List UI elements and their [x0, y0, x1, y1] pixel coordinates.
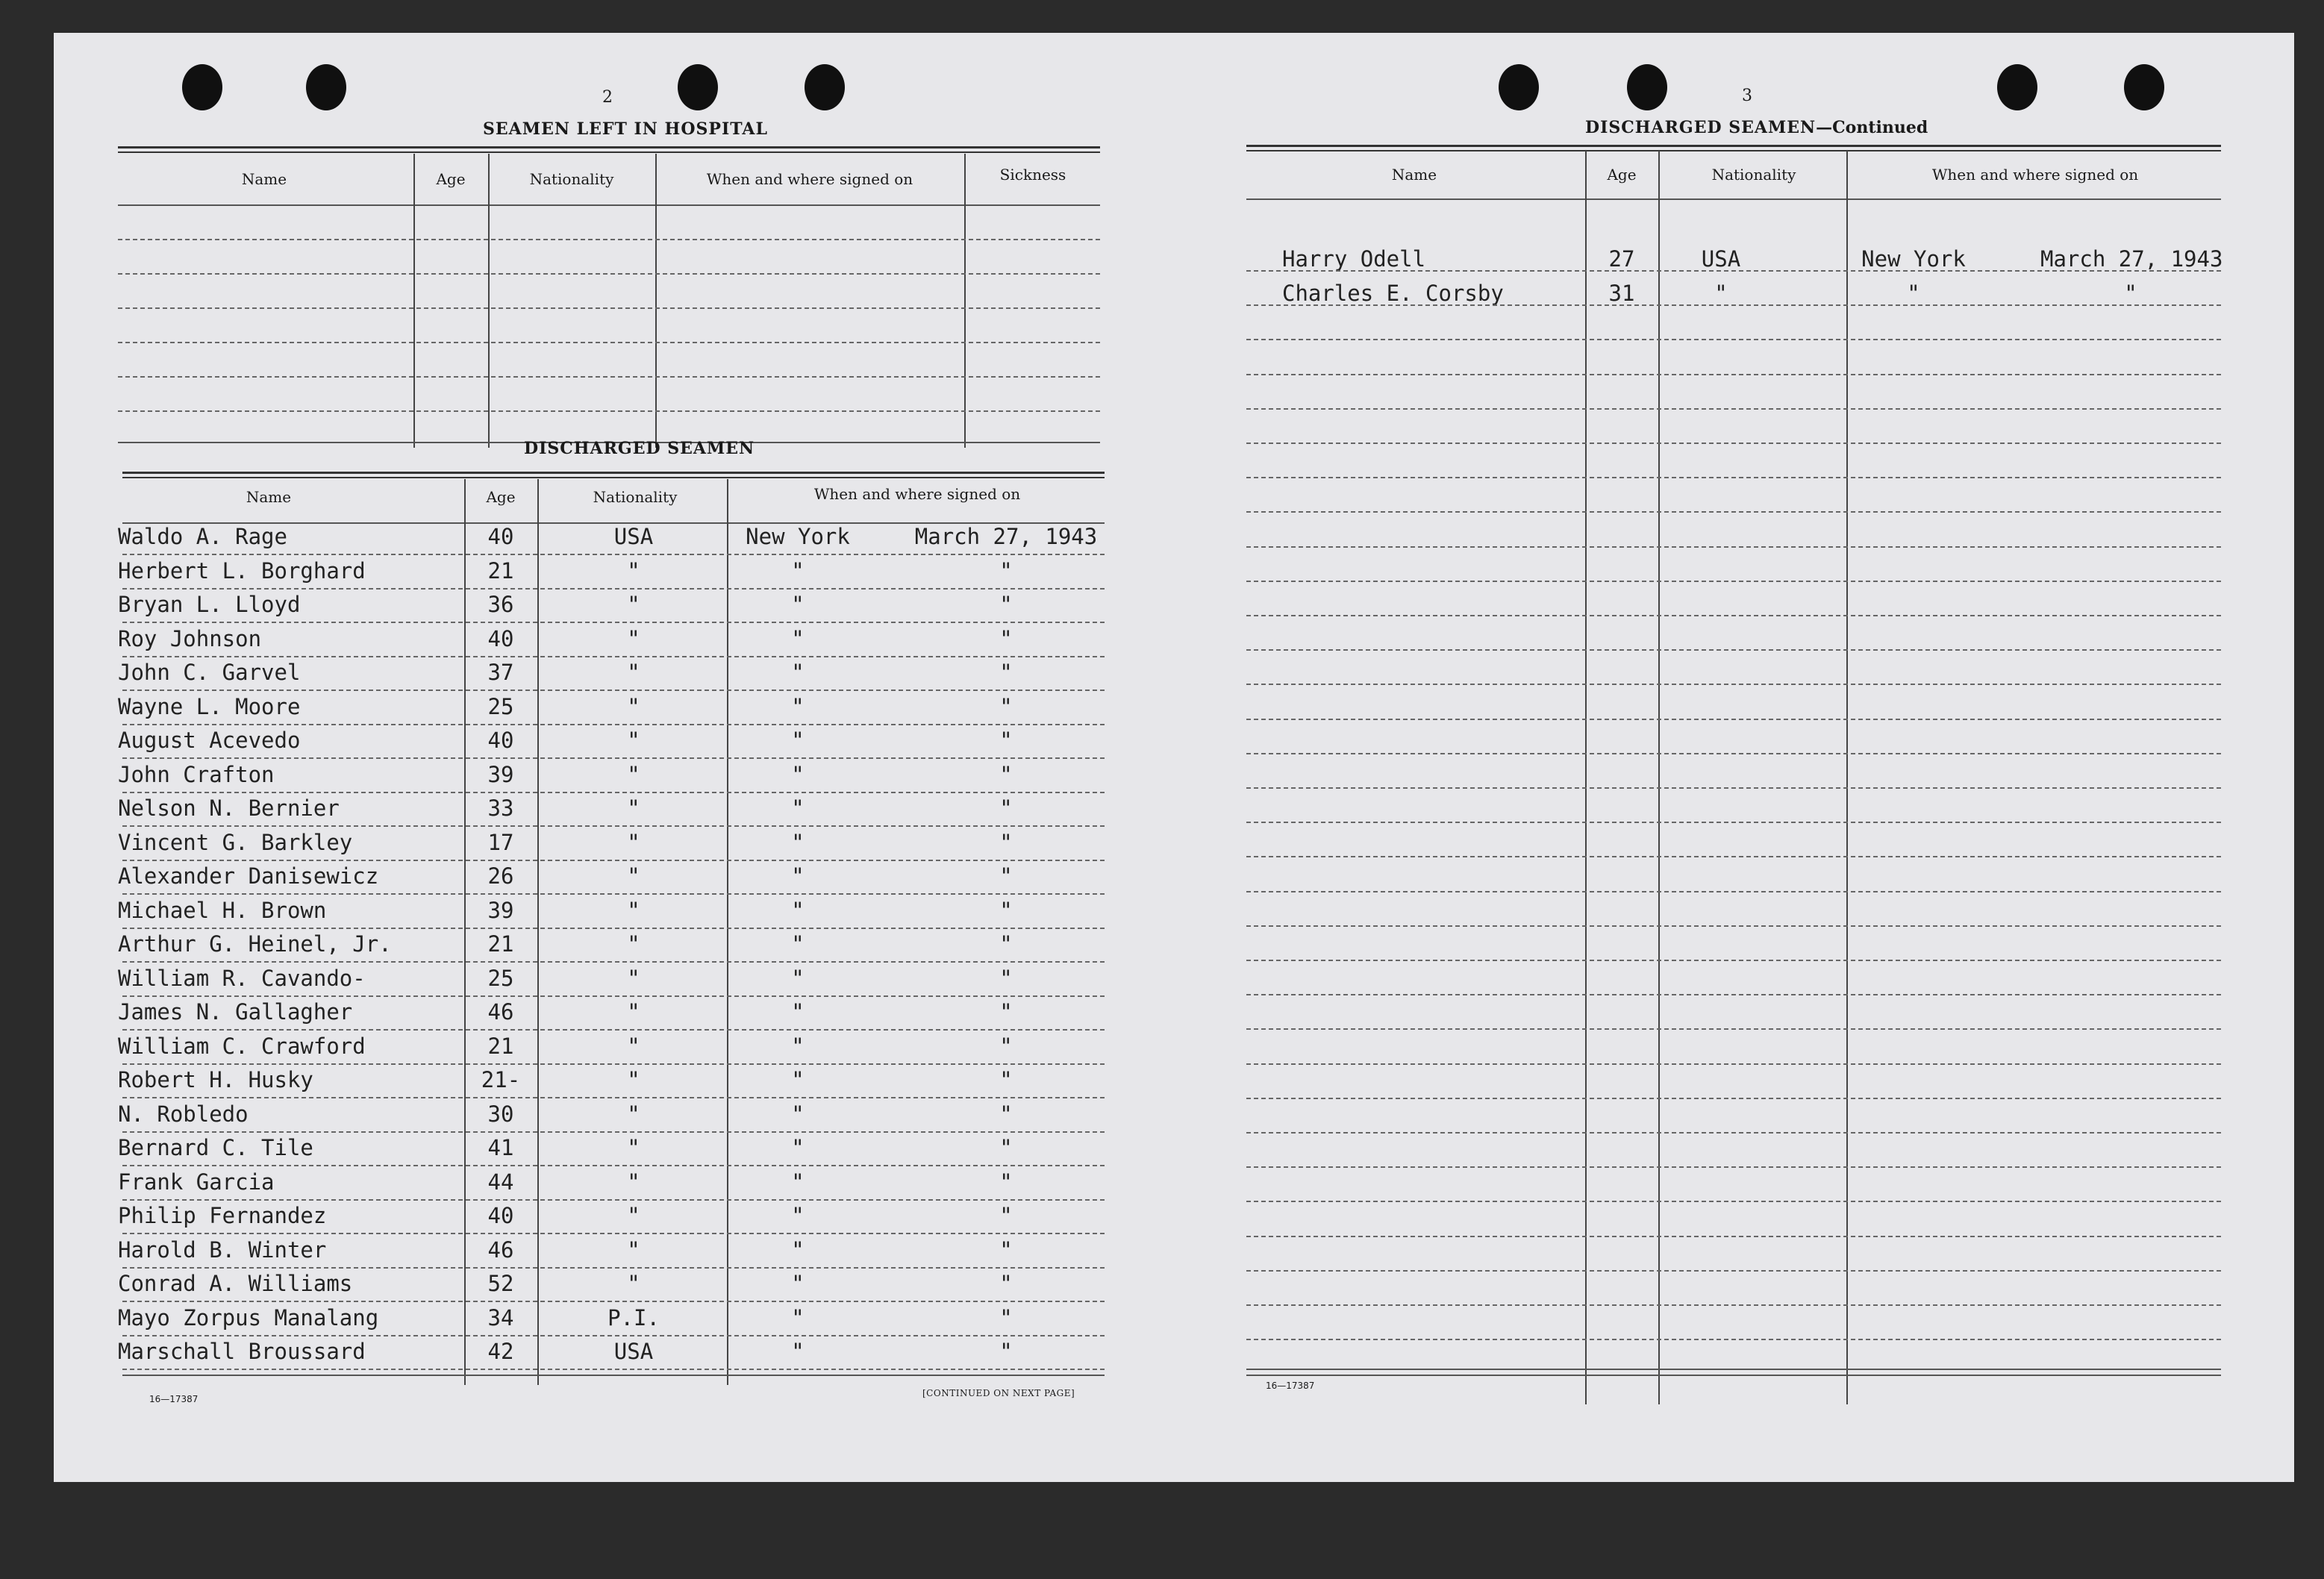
seaman-age: 17 [487, 829, 514, 855]
signed-on-date: " [999, 728, 1013, 753]
title-suffix: —Continued [1816, 118, 1928, 137]
signed-on-place: " [791, 1236, 805, 1263]
row-rule [1246, 339, 2221, 340]
row-rule [1246, 753, 2221, 754]
seaman-nationality: " [1714, 281, 1728, 306]
row-rule [122, 1131, 1105, 1133]
row-rule [122, 588, 1105, 590]
seaman-age: 39 [487, 897, 514, 923]
column-divider [488, 154, 490, 448]
signed-on-place: " [791, 829, 805, 855]
header-signed-on: When and where signed on [706, 170, 913, 188]
row-rule [1246, 1166, 2221, 1168]
row-rule [1246, 856, 2221, 857]
row-rule [1246, 581, 2221, 582]
signed-on-date: " [999, 1339, 1013, 1364]
seaman-nationality: USA [1701, 246, 1741, 272]
signed-on-date: " [999, 1169, 1013, 1195]
seaman-name: Vincent G. Barkley [118, 829, 353, 855]
signed-on-place: " [791, 1169, 805, 1195]
seaman-nationality: USA [613, 1339, 654, 1364]
header-age: Age [486, 488, 516, 506]
row-rule [122, 724, 1105, 725]
row-rule [1246, 1339, 2221, 1340]
row-rule [122, 961, 1105, 963]
row-rule [122, 1301, 1105, 1302]
row-rule [122, 1335, 1105, 1336]
row-rule [122, 1097, 1105, 1098]
seaman-nationality: " [627, 693, 640, 719]
table-bottom-rule [122, 1375, 1105, 1376]
header-name: Name [1391, 166, 1437, 184]
seaman-age: 46 [487, 1236, 514, 1263]
signed-on-place: " [791, 1203, 805, 1228]
row-rule [1246, 1132, 2221, 1134]
signed-on-place: " [791, 1101, 805, 1127]
seaman-name: Conrad A. Williams [118, 1271, 353, 1296]
header-nationality: Nationality [593, 488, 678, 506]
row-rule [1246, 719, 2221, 720]
seaman-nationality: " [627, 1236, 640, 1263]
seaman-nationality: " [627, 728, 640, 753]
seaman-name: Waldo A. Rage [118, 524, 287, 549]
signed-on-date: " [999, 625, 1013, 651]
column-divider [727, 479, 728, 1385]
signed-on-date: March 27, 1943 [2040, 246, 2223, 272]
signed-on-place: " [791, 965, 805, 991]
signed-on-date: " [2124, 281, 2137, 306]
seaman-name: Arthur G. Heinel, Jr. [118, 931, 392, 957]
seaman-name: Wayne L. Moore [118, 693, 301, 719]
seaman-nationality: " [627, 931, 640, 957]
signed-on-place: " [791, 660, 805, 685]
form-number: 16—17387 [1266, 1381, 1315, 1391]
header-nationality: Nationality [1711, 166, 1796, 184]
signed-on-place: " [791, 897, 805, 923]
header-rule [118, 204, 1100, 206]
seaman-nationality: " [627, 795, 640, 821]
seaman-nationality: " [627, 625, 640, 651]
row-rule [1246, 1063, 2221, 1065]
signed-on-place: " [1907, 281, 1920, 306]
row-rule [118, 410, 1100, 412]
page-number: 3 [1742, 87, 1752, 105]
signed-on-place: " [791, 728, 805, 753]
seaman-nationality: USA [613, 524, 654, 549]
seaman-age: 25 [487, 693, 514, 719]
seaman-nationality: " [627, 1033, 640, 1059]
seaman-name: Harry Odell [1282, 246, 1426, 272]
seaman-age: 40 [487, 728, 514, 753]
seaman-nationality: " [627, 761, 640, 787]
page-number: 2 [602, 88, 613, 107]
seaman-name: William R. Cavando- [118, 965, 366, 991]
seaman-name: Herbert L. Borghard [118, 557, 366, 584]
table-top-rule [118, 146, 1100, 153]
seaman-age: 33 [487, 795, 514, 821]
seaman-age: 21 [487, 557, 514, 584]
seaman-nationality: " [627, 1271, 640, 1296]
signed-on-date: " [999, 557, 1013, 584]
row-rule [1246, 270, 2221, 272]
row-rule [1246, 994, 2221, 995]
seaman-name: Frank Garcia [118, 1169, 275, 1195]
row-rule [1246, 1304, 2221, 1306]
row-rule [1246, 304, 2221, 306]
signed-on-date: " [999, 829, 1013, 855]
signed-on-date: " [999, 1236, 1013, 1263]
hospital-section-title: SEAMEN LEFT IN HOSPITAL [483, 119, 768, 139]
discharged-section-title: DISCHARGED SEAMEN [524, 439, 755, 458]
seaman-name: Nelson N. Bernier [118, 795, 340, 821]
signed-on-place: New York [1861, 246, 1966, 272]
signed-on-place: " [791, 1135, 805, 1160]
title-text: DISCHARGED SEAMEN [1585, 118, 1817, 137]
row-rule [122, 995, 1105, 997]
row-rule [118, 273, 1100, 275]
seaman-age: 21 [487, 931, 514, 957]
row-rule [118, 342, 1100, 343]
continued-note: [CONTINUED ON NEXT PAGE] [922, 1388, 1075, 1398]
row-rule [1246, 408, 2221, 410]
discharged-continued-title [1585, 118, 1928, 137]
header-age: Age [1607, 166, 1637, 184]
row-rule [1246, 891, 2221, 892]
seaman-name: Mayo Zorpus Manalang [118, 1304, 379, 1331]
table-bottom-rule [1246, 1375, 2221, 1376]
row-rule [1246, 1028, 2221, 1030]
row-rule [122, 1029, 1105, 1031]
signed-on-place: " [791, 1339, 805, 1364]
seaman-nationality: " [627, 592, 640, 617]
seaman-age: 40 [487, 625, 514, 651]
signed-on-place: " [791, 863, 805, 889]
punch-hole [678, 64, 718, 110]
row-rule [1246, 443, 2221, 444]
signed-on-date: " [999, 761, 1013, 787]
seaman-nationality: " [627, 863, 640, 889]
seaman-name: Bernard C. Tile [118, 1135, 313, 1160]
signed-on-place: " [791, 1033, 805, 1059]
seaman-name: Roy Johnson [118, 625, 262, 651]
seaman-name: John Crafton [118, 761, 275, 787]
punch-hole [805, 64, 845, 110]
row-rule [122, 860, 1105, 861]
seaman-age: 21 [487, 1033, 514, 1059]
header-age: Age [436, 170, 466, 188]
punch-hole [2124, 64, 2164, 110]
seaman-nationality: " [627, 1169, 640, 1195]
seaman-age: 42 [487, 1339, 514, 1364]
seaman-nationality: " [627, 1203, 640, 1228]
row-rule [1246, 1236, 2221, 1237]
row-rule [122, 1199, 1105, 1201]
seaman-nationality: " [627, 897, 640, 923]
seaman-age: 44 [487, 1169, 514, 1195]
row-rule [1246, 925, 2221, 927]
signed-on-place: " [791, 693, 805, 719]
signed-on-place: " [791, 1304, 805, 1331]
seaman-nationality: " [627, 965, 640, 991]
signed-on-date: " [999, 660, 1013, 685]
punch-hole [182, 64, 222, 110]
header-nationality: Nationality [529, 170, 614, 188]
seaman-age: 34 [487, 1304, 514, 1331]
signed-on-place: " [791, 761, 805, 787]
seaman-name: Robert H. Husky [118, 1067, 313, 1092]
row-rule [122, 792, 1105, 793]
signed-on-place: " [791, 999, 805, 1025]
header-name: Name [241, 170, 287, 188]
row-rule [122, 1165, 1105, 1166]
row-rule [122, 1267, 1105, 1269]
signed-on-place: " [791, 557, 805, 584]
row-rule [1246, 787, 2221, 789]
row-rule [118, 239, 1100, 240]
seaman-age: 36 [487, 592, 514, 617]
row-rule [122, 656, 1105, 657]
seaman-name: Bryan L. Lloyd [118, 592, 301, 617]
row-rule [1246, 1098, 2221, 1099]
row-rule [1246, 1270, 2221, 1272]
seaman-age: 30 [487, 1101, 514, 1127]
seaman-age: 40 [487, 1203, 514, 1228]
signed-on-date: " [999, 1271, 1013, 1296]
signed-on-date: " [999, 897, 1013, 923]
seaman-name: N. Robledo [118, 1101, 249, 1127]
seaman-name: Charles E. Corsby [1282, 281, 1504, 306]
seaman-age: 40 [487, 524, 514, 549]
signed-on-place: " [791, 931, 805, 957]
seaman-age: 26 [487, 863, 514, 889]
row-rule [1246, 511, 2221, 513]
punch-hole [1499, 64, 1539, 110]
row-rule [1246, 649, 2221, 651]
seaman-name: August Acevedo [118, 728, 301, 753]
signed-on-date: " [999, 863, 1013, 889]
row-rule [122, 690, 1105, 691]
header-signed-on: When and where signed on [1931, 166, 2139, 184]
seaman-age: 41 [487, 1135, 514, 1160]
signed-on-date: March 27, 1943 [914, 524, 1098, 549]
seaman-nationality: " [627, 999, 640, 1025]
document-sheet [54, 33, 2294, 1482]
row-rule [1246, 1201, 2221, 1202]
row-rule [118, 376, 1100, 378]
signed-on-date: " [999, 1033, 1013, 1059]
row-rule [122, 1369, 1105, 1370]
seaman-age: 21- [481, 1067, 521, 1092]
signed-on-place: " [791, 1271, 805, 1296]
seaman-age: 25 [487, 965, 514, 991]
column-divider [413, 154, 415, 448]
row-rule [1246, 477, 2221, 478]
signed-on-date: " [999, 592, 1013, 617]
table-top-rule [1246, 145, 2221, 151]
seaman-nationality: " [627, 557, 640, 584]
signed-on-date: " [999, 1304, 1013, 1331]
seaman-name: Alexander Danisewicz [118, 863, 379, 889]
punch-hole [1997, 64, 2037, 110]
table-bottom-rule [1246, 1369, 2221, 1370]
table-top-rule [122, 472, 1105, 478]
header-sickness: Sickness [999, 166, 1066, 184]
seaman-name: Marschall Broussard [118, 1339, 366, 1364]
row-rule [122, 622, 1105, 623]
signed-on-place: New York [746, 524, 850, 549]
seaman-name: Philip Fernandez [118, 1203, 327, 1228]
seaman-name: William C. Crawford [118, 1033, 366, 1059]
signed-on-date: " [999, 693, 1013, 719]
row-rule [122, 893, 1105, 895]
row-rule [1246, 615, 2221, 616]
punch-hole [306, 64, 346, 110]
row-rule [122, 757, 1105, 759]
seaman-name: James N. Gallagher [118, 999, 353, 1025]
row-rule [122, 1233, 1105, 1234]
header-rule [1246, 198, 2221, 200]
seaman-nationality: " [627, 829, 640, 855]
seaman-nationality: " [627, 1135, 640, 1160]
signed-on-date: " [999, 1067, 1013, 1092]
header-name: Name [246, 488, 292, 506]
row-rule [118, 307, 1100, 309]
signed-on-date: " [999, 1101, 1013, 1127]
seaman-name: John C. Garvel [118, 660, 301, 685]
form-number: 16—17387 [149, 1394, 199, 1404]
seaman-age: 39 [487, 761, 514, 787]
row-rule [122, 1063, 1105, 1065]
row-rule [122, 928, 1105, 929]
signed-on-date: " [999, 795, 1013, 821]
seaman-nationality: P.I. [607, 1304, 660, 1331]
column-divider [537, 479, 539, 1385]
signed-on-date: " [999, 931, 1013, 957]
punch-hole [1627, 64, 1667, 110]
seaman-nationality: " [627, 1101, 640, 1127]
row-rule [1246, 960, 2221, 961]
seaman-nationality: " [627, 660, 640, 685]
column-divider [964, 154, 966, 448]
seaman-age: 46 [487, 999, 514, 1025]
seaman-age: 31 [1608, 281, 1635, 306]
signed-on-place: " [791, 795, 805, 821]
signed-on-date: " [999, 1203, 1013, 1228]
row-rule [1246, 822, 2221, 823]
header-signed-on: When and where signed on [813, 485, 1021, 503]
column-divider [655, 154, 657, 448]
seaman-nationality: " [627, 1067, 640, 1092]
seaman-name: Harold B. Winter [118, 1236, 327, 1263]
signed-on-date: " [999, 1135, 1013, 1160]
signed-on-place: " [791, 625, 805, 651]
signed-on-place: " [791, 592, 805, 617]
seaman-age: 52 [487, 1271, 514, 1296]
row-rule [122, 554, 1105, 555]
signed-on-date: " [999, 965, 1013, 991]
seaman-name: Michael H. Brown [118, 897, 327, 923]
row-rule [1246, 684, 2221, 685]
seaman-age: 27 [1608, 246, 1635, 272]
row-rule [122, 825, 1105, 827]
signed-on-date: " [999, 999, 1013, 1025]
row-rule [1246, 374, 2221, 375]
row-rule [1246, 546, 2221, 548]
seaman-age: 37 [487, 660, 514, 685]
signed-on-place: " [791, 1067, 805, 1092]
